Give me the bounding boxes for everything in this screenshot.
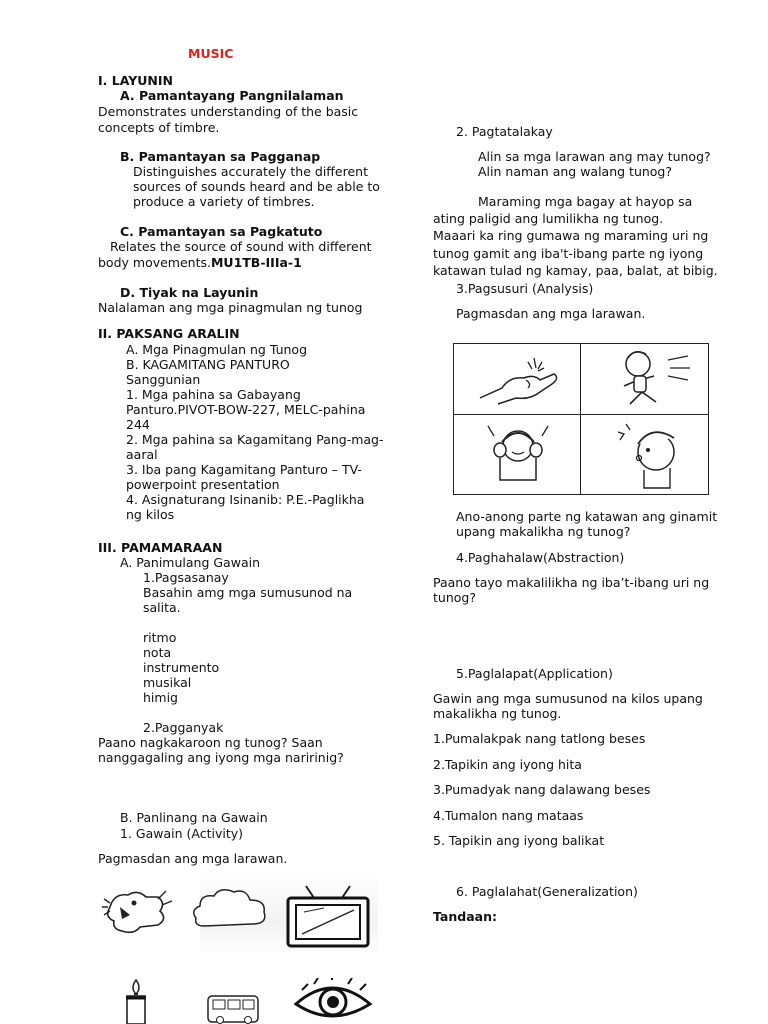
pamamaraan-a1-text: Basahin amg mga sumusunod na	[143, 585, 353, 600]
paksang-line: 2. Mga pahina sa Kagamitang Pang-mag-	[126, 432, 384, 447]
word-item: ritmo	[143, 630, 177, 645]
subsection-c-text-2-plain: body movements.	[98, 255, 211, 270]
pamamaraan-a2-text: Paano nagkakaroon ng tunog? Saan	[98, 735, 323, 750]
cloud-icon	[188, 886, 270, 932]
pagtatalakay-title: 2. Pagtatalakay	[456, 124, 553, 139]
paglalapat-item: 1.Pumalakpak nang tatlong beses	[433, 731, 646, 746]
subsection-c-text-1: Relates the source of sound with different	[110, 239, 372, 254]
subsection-c-text-2	[98, 255, 302, 270]
subsection-b-text-1: Distinguishes accurately the different	[133, 164, 368, 179]
running-child-icon	[602, 346, 694, 412]
paglalapat-item: 3.Pumadyak nang dalawang beses	[433, 782, 651, 797]
paglalahat-title: 6. Paglalahat(Generalization)	[456, 884, 638, 899]
barking-dog-icon	[100, 885, 175, 937]
grid-divider	[580, 344, 581, 494]
subsection-b-text-2: sources of sounds heard and be able to	[133, 179, 380, 194]
pagsusuri-question: Ano-anong parte ng katawan ang ginamit	[456, 509, 718, 524]
paksang-line: ng kilos	[126, 507, 175, 522]
section-paksang-title: II. PAKSANG ARALIN	[98, 326, 240, 341]
pamamaraan-a2: 2.Pagganyak	[143, 720, 224, 735]
section-pamamaraan-title: III. PAMAMARAAN	[98, 540, 223, 555]
pagsusuri-text: Pagmasdan ang mga larawan.	[456, 306, 646, 321]
subsection-d-text: Nalalaman ang mga pinagmulan ng tunog	[98, 300, 363, 315]
pagtatalakay-text: katawan tulad ng kamay, paa, balat, at bibig.	[433, 263, 718, 278]
paglalapat-item: 5. Tapikin ang iyong balikat	[433, 833, 605, 848]
pagtatalakay-text: Maaari ka ring gumawa ng maraming uri ng	[433, 228, 709, 243]
pamamaraan-a2-text: nanggagaling ang iyong mga naririnig?	[98, 750, 344, 765]
pagtatalakay-text: ating paligid ang lumilikha ng tunog.	[433, 211, 664, 226]
subsection-b-title: B. Pamantayan sa Pagganap	[120, 149, 321, 164]
pamamaraan-a: A. Panimulang Gawain	[120, 555, 260, 570]
subsection-a-title: A. Pamantayang Pangnilalaman	[120, 88, 344, 103]
pagtatalakay-text: Maraming mga bagay at hayop sa	[478, 194, 693, 209]
word-item: himig	[143, 690, 178, 705]
paksang-line: 244	[126, 417, 150, 432]
candle-icon	[118, 978, 154, 1024]
subsection-a-text-2: concepts of timbre.	[98, 120, 220, 135]
paksang-line: 1. Mga pahina sa Gabayang	[126, 387, 301, 402]
pamamaraan-a1: 1.Pagsasanay	[143, 570, 229, 585]
paghahalaw-text: tunog?	[433, 590, 476, 605]
girl-covering-ears-icon	[478, 420, 558, 490]
pagsusuri-title: 3.Pagsusuri (Analysis)	[456, 281, 594, 296]
paglalapat-item: 2.Tapikin ang iyong hita	[433, 757, 582, 772]
pagtatalakay-text: tunog gamit ang iba't-ibang parte ng iyong	[433, 246, 704, 261]
paglalapat-item: 4.Tumalon nang mataas	[433, 808, 584, 823]
jeepney-icon	[204, 990, 264, 1024]
pamamaraan-b1-text: Pagmasdan ang mga larawan.	[98, 851, 288, 866]
pamamaraan-a1-text: salita.	[143, 600, 181, 615]
paglalapat-text: makalikha ng tunog.	[433, 706, 562, 721]
pamamaraan-b: B. Panlinang na Gawain	[120, 810, 268, 825]
subsection-b-text-3: produce a variety of timbres.	[133, 194, 315, 209]
paghahalaw-title: 4.Paghahalaw(Abstraction)	[456, 550, 625, 565]
paghahalaw-text: Paano tayo makalilikha ng iba’t-ibang uri ng	[433, 575, 710, 590]
pagsusuri-question: upang makalikha ng tunog?	[456, 524, 631, 539]
pagtatalakay-question: Alin sa mga larawan ang may tunog?	[478, 149, 711, 164]
whistling-child-icon	[604, 420, 694, 490]
tandaan-label: Tandaan:	[433, 909, 497, 924]
paksang-line: Sanggunian	[126, 372, 201, 387]
paksang-line: A. Mga Pinagmulan ng Tunog	[126, 342, 308, 357]
pamamaraan-b1: 1. Gawain (Activity)	[120, 826, 243, 841]
subsection-a-text-1: Demonstrates understanding of the basic	[98, 104, 359, 119]
section-layunin-title: I. LAYUNIN	[98, 73, 173, 88]
paglalapat-text: Gawin ang mga sumusunod na kilos upang	[433, 691, 703, 706]
competency-code: MU1TB-IIIa-1	[210, 255, 302, 270]
paksang-line: B. KAGAMITANG PANTURO	[126, 357, 290, 372]
word-item: nota	[143, 645, 172, 660]
television-icon	[284, 884, 372, 950]
snapping-fingers-icon	[476, 354, 562, 406]
subsection-c-title: C. Pamantayan sa Pagkatuto	[120, 224, 323, 239]
paksang-line: 4. Asignaturang Isinanib: P.E.-Paglikha	[126, 492, 365, 507]
paksang-line: powerpoint presentation	[126, 477, 280, 492]
paksang-line: 3. Iba pang Kagamitang Panturo – TV-	[126, 462, 362, 477]
grid-divider	[454, 414, 708, 415]
doc-title: MUSIC	[188, 46, 234, 61]
eye-icon	[292, 978, 374, 1024]
paglalapat-title: 5.Paglalapat(Application)	[456, 666, 613, 681]
image-grid	[453, 343, 709, 495]
word-item: instrumento	[143, 660, 220, 675]
paksang-line: aaral	[126, 447, 158, 462]
paksang-line: Panturo.PIVOT-BOW-227, MELC-pahina	[126, 402, 366, 417]
pagtatalakay-question: Alin naman ang walang tunog?	[478, 164, 673, 179]
word-item: musikal	[143, 675, 192, 690]
subsection-d-title: D. Tiyak na Layunin	[120, 285, 259, 300]
